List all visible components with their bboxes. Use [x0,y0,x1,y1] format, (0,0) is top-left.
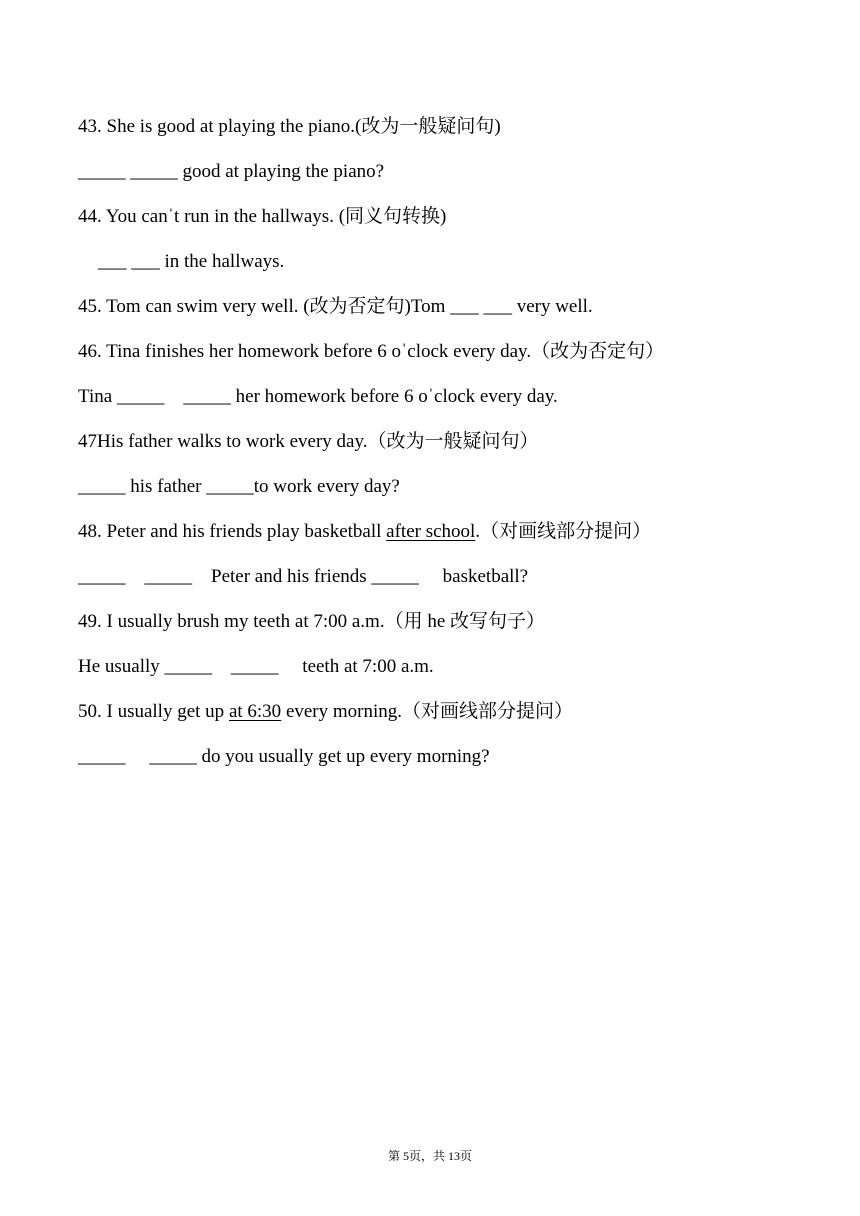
question-46-prompt: 46. Tina finishes her homework before 6 oˈclock every day.（改为否定句） [78,341,665,362]
question-48-answer-line: _____ _____ Peter and his friends _____ basketball? [78,566,529,587]
question-48-prompt [78,520,651,544]
question-48-underlined-phrase: after school [386,521,476,542]
question-50-underlined-phrase: at 6:30 [228,701,282,722]
question-46-answer-line: Tina _____ _____ her homework before 6 oˈclock every day. [78,386,558,407]
question-50-prompt-start: 50. I usually get up [78,701,229,722]
question-44-answer-line: ___ ___ in the hallways. [98,251,285,272]
question-50-prompt-end: every morning.（对画线部分提问） [281,701,574,722]
page-number-footer: 第 5页，共 13页 [387,1149,472,1163]
question-48-prompt-start: 48. Peter and his friends play basketball [78,521,387,542]
question-49-answer-line: He usually _____ _____ teeth at 7:00 a.m. [78,656,434,677]
question-48-prompt-end: .（对画线部分提问） [475,521,652,542]
question-49-prompt: 49. I usually brush my teeth at 7:00 a.m.（用 he 改写句子） [78,611,546,632]
question-44-prompt: 44. You canˈt run in the hallways. (同义句转换) [78,206,447,227]
question-50-answer-line: _____ _____ do you usually get up every morning? [78,746,490,767]
question-47-prompt: 47His father walks to work every day.（改为一般疑问句） [78,431,539,452]
question-47-answer-line: _____ his father _____to work every day? [78,476,400,497]
question-43-prompt: 43. She is good at playing the piano.(改为一般疑问句) [78,116,501,137]
question-45-prompt: 45. Tom can swim very well. (改为否定句)Tom ___ ___ very well. [78,296,593,317]
question-43-answer-line: _____ _____ good at playing the piano? [78,161,385,182]
question-50-prompt [78,700,573,724]
